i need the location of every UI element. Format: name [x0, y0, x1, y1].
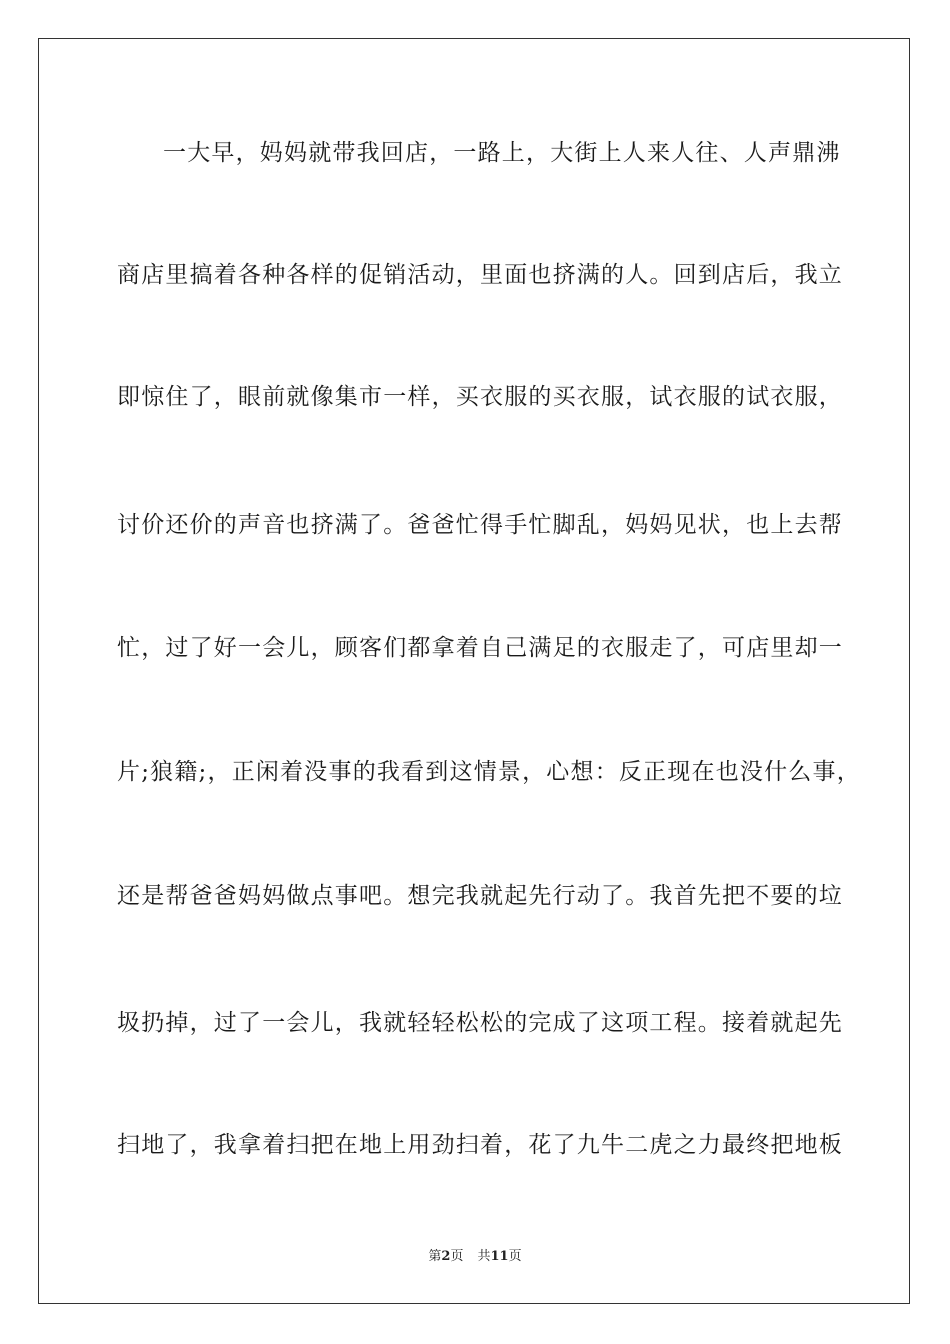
text-line-1: 一大早，妈妈就带我回店，一路上，大街上人来人往、人声鼎沸 [163, 140, 841, 166]
text-line-4: 讨价还价的声音也挤满了。爸爸忙得手忙脚乱，妈妈见状，也上去帮 [117, 512, 843, 538]
page-prefix: 第 [428, 1249, 442, 1264]
total-page-number: 11 [490, 1249, 509, 1264]
text-line-3: 即惊住了，眼前就像集市一样，买衣服的买衣服，试衣服的试衣服， [117, 384, 843, 410]
page-footer [0, 1248, 950, 1266]
text-line-2: 商店里搞着各种各样的促销活动，里面也挤满的人。回到店后，我立 [117, 262, 843, 288]
total-prefix: 共 [477, 1249, 491, 1264]
page-suffix: 页 [450, 1249, 464, 1264]
text-line-8: 圾扔掉，过了一会儿，我就轻轻松松的完成了这项工程。接着就起先 [117, 1010, 843, 1036]
text-line-9: 扫地了，我拿着扫把在地上用劲扫着，花了九牛二虎之力最终把地板 [117, 1132, 843, 1158]
current-page-number: 2 [441, 1249, 451, 1264]
text-line-7: 还是帮爸爸妈妈做点事吧。想完我就起先行动了。我首先把不要的垃 [117, 883, 843, 909]
page-border [38, 38, 910, 1304]
text-line-6: 片;狼籍;，正闲着没事的我看到这情景，心想：反正现在也没什么事， [117, 759, 861, 785]
total-suffix: 页 [508, 1249, 522, 1264]
text-line-5: 忙，过了好一会儿，顾客们都拿着自己满足的衣服走了，可店里却一 [117, 635, 843, 661]
